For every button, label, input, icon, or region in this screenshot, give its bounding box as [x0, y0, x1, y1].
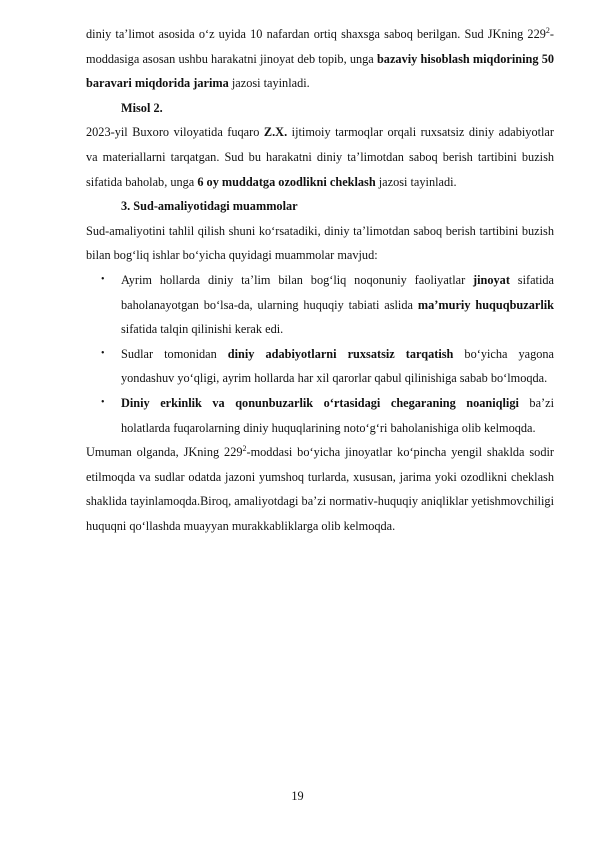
problems-list [86, 268, 554, 440]
bullet-icon: • [101, 273, 105, 285]
heading-example-2: Misol 2. [121, 100, 163, 115]
paragraph-conclusion: Umuman olganda, JKning $229^2$-moddasi bo‘yicha jinoyatlar ko‘pincha yengil shaklda sodir etilmoqda va sudlar odatda jazoni yumshoq turlarda, xususan, jarima yoki ozodlikni cheklash shaklida tayinlamoqda.Biroq, amaliyotdagi ba’zi normativ-huquqiy aniqliklar yetishmovchiligi huquqni qo‘llashda muayyan murakkabliklarga olib kelmoqda. [86, 444, 554, 533]
bold-text: bazaviy hisoblash miqdorining 50 baravari miqdorida jarima [86, 51, 554, 91]
list-item: • Diniy erkinlik va qonunbuzarlik o‘rtasidagi chegaraning noaniqligi ba’zi holatlarda fuqarolarning diniy huquqlarining noto‘g‘ri baholanishiga olib kelmoqda. [121, 391, 554, 440]
paragraph-intro-problems: Sud-amaliyotini tahlil qilish shuni ko‘rsatadiki, diniy ta’limotdan saboq berish tartibini buzish bilan bog‘liq ishlar bo‘yicha quyidagi muammolar mavjud: [86, 223, 554, 263]
paragraph-case1-conclusion: diniy ta’limot asosida o‘z uyida 10 nafardan ortiq shaxsga saboq berilgan. Sud JKning $229^2$-moddasiga asosan ushbu harakatni jinoyat deb topib, unga bazaviy hisoblash miqdorining 50 baravari miqdorida jarima jazosi tayinladi. [86, 26, 554, 91]
paragraph-case2: 2023-yil Buxoro viloyatida fuqaro Z.X. ijtimoiy tarmoqlar orqali ruxsatsiz diniy adabiyotlar va materiallarni tarqatgan. Sud bu harakatni diniy ta’limotdan saboq berish tartibini buzish sifatida baholab, unga 6 oy muddatga ozodlikni cheklash jazosi tayinladi. [86, 125, 554, 189]
superscript: 2 [545, 26, 550, 35]
bold-text: Z.X. [263, 125, 288, 140]
heading-section-3: 3. Sud-amaliyotidagi muammolar [121, 199, 298, 214]
bold-text: 6 oy muddatga ozodlikni cheklash [197, 174, 376, 189]
bullet-icon: • [101, 347, 105, 359]
list-item: • Ayrim hollarda diniy ta’lim bilan bog‘liq noqonuniy faoliyatlar jinoyat sifatida baholanayotgan bo‘lsa-da, ularning huquqiy tabiati aslida ma’muriy huquqbuzarlik sifatida talqin qilinishi kerak edi. [121, 268, 554, 342]
page-number: 19 [291, 789, 304, 803]
superscript: 2 [242, 444, 247, 454]
bullet-icon: • [101, 396, 105, 408]
list-item: • Sudlar tomonidan diniy adabiyotlarni ruxsatsiz tarqatish bo‘yicha yagona yondashuv yo‘qligi, ayrim hollarda har xil qarorlar qabul qilinishiga sabab bo‘lmoqda. [121, 342, 554, 391]
document-page [86, 22, 554, 538]
